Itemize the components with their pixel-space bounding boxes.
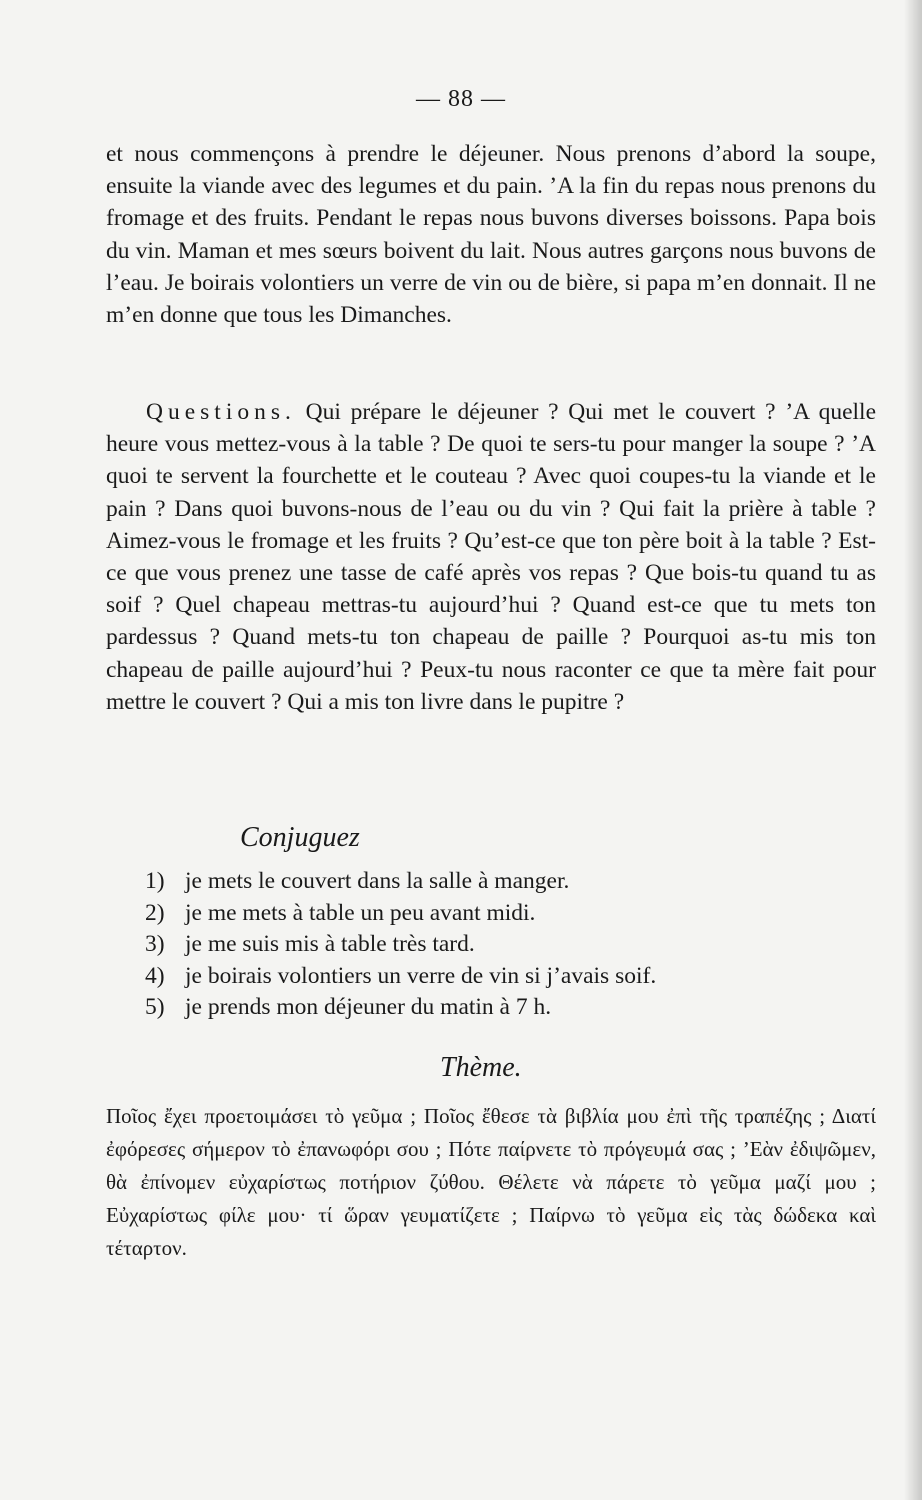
list-item [145,866,865,898]
page-edge-shadow [904,0,922,1500]
list-item-text: je mets le couvert dans la salle à manger. [185,868,570,894]
conjuguez-heading: Conjuguez [240,822,360,853]
list-item-text: je prends mon déjeuner du matin à 7 h. [185,994,552,1020]
list-item-text: je boirais volontiers un verre de vin si j’avais soif. [185,962,657,989]
page-number: — 88 — [416,86,506,112]
list-item-number: 3) [145,931,165,957]
list-item [145,992,865,1024]
list-item-number: 1) [145,868,165,894]
theme-greek-text: Ποῖος ἔχει προετοιμάσει τὸ γεῦμα ; Ποῖος ἔθεσε τὰ βιβλία μου ἐπὶ τῆς τραπέζης ; Διατί ἐφόρεσες σήμερον τὸ ἐπανωφόρι σου ; Πότε παίρνετε τὸ πρόγευμά σας ; ’Εὰν ἐδιψῶμεν, θὰ ἐπίνομεν εὐχαρίστως ποτήριον ζύθου. Θέλετε νὰ πάρετε τὸ γεῦμα μαζί μου ; Εὐχαρίστως φίλε μου· τί ὥραν γευματίζετε ; Παίρνω τὸ γεῦμα εἰς τὰς δώδεκα καὶ τέταρτον. [106,1104,876,1260]
list-item [145,929,865,961]
list-item-text: je me suis mis à table très tard. [185,931,475,957]
questions-section [106,396,876,718]
list-item [145,961,865,993]
list-item-text: je me mets à table un peu avant midi. [185,899,536,926]
list-item [145,898,865,930]
questions-text: Qui prépare le déjeuner ? Qui met le couvert ? ’A quelle heure vous mettez-vous à la table ? De quoi te sers-tu pour manger la soupe ? ’A quoi te servent la fourchette et le couteau ? Avec quoi coupes-tu la viande et le pain ? Dans quoi buvons-nous de l’eau ou du vin ? Qui fait la prière à table ? Aimez-vous le fromage et les fruits ? Qu’est-ce que ton père boit à la table ? Est-ce que vous prenez une tasse de café après vos repas ? Que bois-tu quand tu as soif ? Quel chapeau mettras-tu aujourd’hui ? Quand est-ce que tu mets ton pardessus ? Quand mets-tu ton chapeau de paille ? Pourquoi as-tu mis ton chapeau de paille aujourd’hui ? Peux-tu nous raconter ce que ta mère fait pour mettre le couvert ? Qui a mis ton livre dans le pupitre ? [106,399,877,715]
questions-label: Questions. [146,399,296,425]
conjuguez-list [145,866,865,1024]
intro-paragraph-text: et nous commençons à prendre le déjeuner. Nous prenons d’abord la soupe, ensuite la viande avec des legumes et du pain. ’A la fin du repas nous prenons du fromage et des fruits. Pendant le repas nous buvons diverses boissons. Papa bois du vin. Maman et mes sœurs boivent du lait. Nous autres garçons nous buvons de l’eau. Je boirais volontiers un verre de vin ou de bière, si papa m’en donnait. Il ne m’en donne que tous les Dimanches. [106,141,876,329]
list-item-number: 4) [145,962,165,989]
intro-paragraph [106,138,876,331]
theme-heading: Thème. [440,1052,522,1083]
list-item-number: 5) [145,994,165,1020]
list-item-number: 2) [145,899,165,926]
